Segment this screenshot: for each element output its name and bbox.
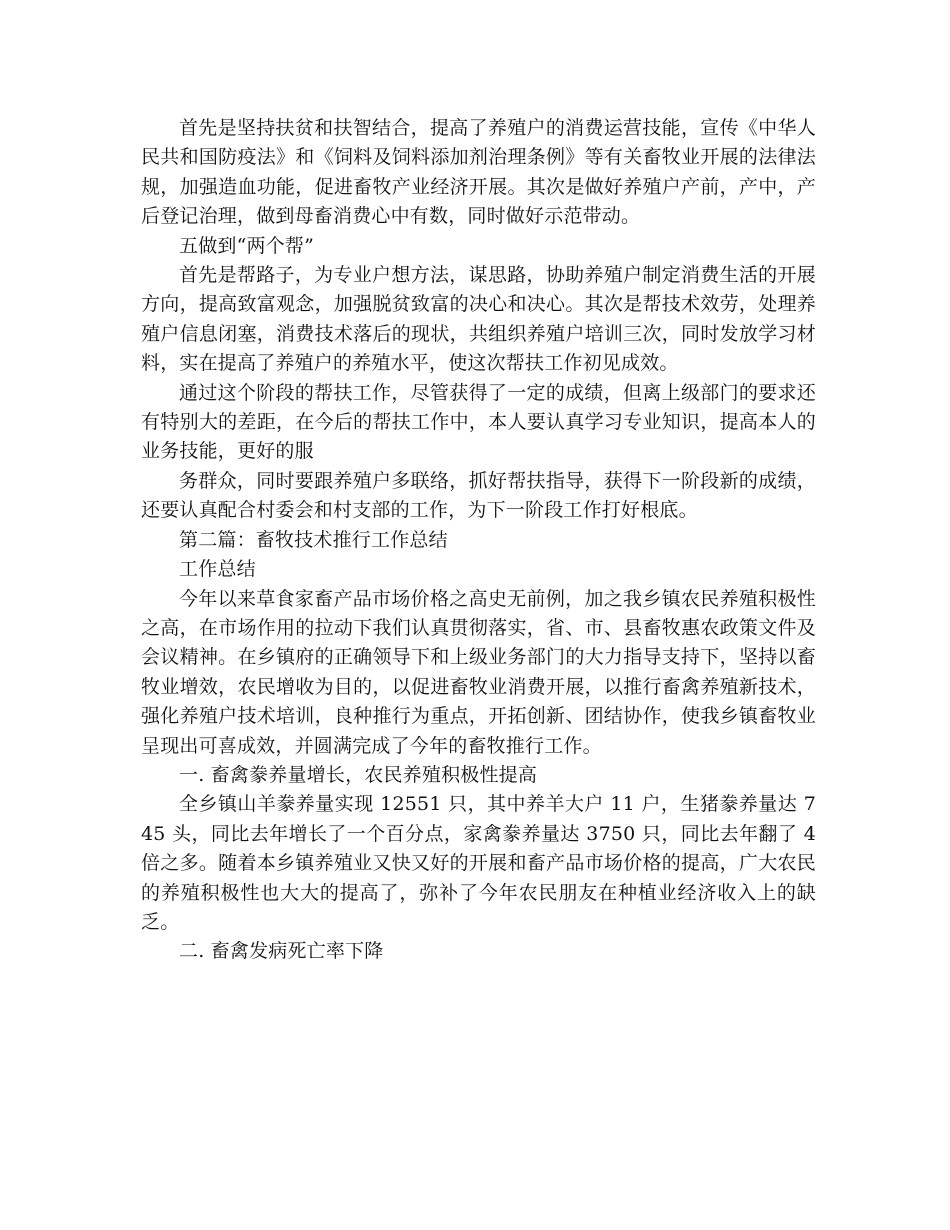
heading-two-helps: 五做到“两个帮” xyxy=(179,234,315,257)
paragraph-livestock-numbers: 全乡镇山羊豢养量实现 12551 只，其中养羊大户 11 户，生猪豢养量达 745 头，同比去年增长了一个百分点，家禽豢养量达 3750 只，同比去年翻了 4 倍之多。随着本乡镇养殖业又快又好的开展和畜产品市场价格的提高，广大农民的养殖积极性也大大的提高了，弥补了今年农民朋友在种植业经济收入上的缺乏。 xyxy=(141,793,816,933)
paragraph-help-methods: 首先是帮路子，为专业户想方法，谋思路，协助养殖户制定消费生活的开展方向，提高致富观念，加强脱贫致富的决心和决心。其次是帮技术效劳，处理养殖户信息闭塞，消费技术落后的现状，共组织养殖户培训三次，同时发放学习材料，实在提高了养殖户的养殖水平，使这次帮扶工作初见成效。 xyxy=(141,264,816,375)
paragraph-future-work: 通过这个阶段的帮扶工作，尽管获得了一定的成绩，但离上级部门的要求还有特别大的差距，在今后的帮扶工作中，本人要认真学习专业知识，提高本人的业务技能，更好的服 xyxy=(141,381,816,463)
heading-section-one: 一. 畜禽豢养量增长，农民养殖积极性提高 xyxy=(179,763,538,786)
document-body xyxy=(141,114,816,967)
heading-part-two: 第二篇：畜牧技术推行工作总结 xyxy=(179,528,448,551)
paragraph-serve-masses: 务群众，同时要跟养殖户多联络，抓好帮扶指导，获得下一阶段新的成绩，还要认真配合村委会和村支部的工作，为下一阶段工作打好根底。 xyxy=(141,469,816,522)
paragraph-summary-intro: 今年以来草食家畜产品市场价格之高史无前例，加之我乡镇农民养殖积极性之高，在市场作用的拉动下我们认真贯彻落实，省、市、县畜牧惠农政策文件及会议精神。在乡镇府的正确领导下和上级业务部门的大力指导支持下，坚持以畜牧业增效，农民增收为目的，以促进畜牧业消费开展，以推行畜禽养殖新技术，强化养殖户技术培训，良种推行为重点，开拓创新、团结协作，使我乡镇畜牧业呈现出可喜成效，并圆满完成了今年的畜牧推行工作。 xyxy=(141,587,816,757)
heading-work-summary: 工作总结 xyxy=(179,558,256,581)
paragraph-poverty-support: 首先是坚持扶贫和扶智结合，提高了养殖户的消费运营技能，宣传《中华人民共和国防疫法》和《饲料及饲料添加剂治理条例》等有关畜牧业开展的法律法规，加强造血功能，促进畜牧产业经济开展。其次是做好养殖户产前，产中，产后登记治理，做到母畜消费心中有数，同时做好示范带动。 xyxy=(141,117,816,228)
heading-section-two: 二. 畜禽发病死亡率下降 xyxy=(179,940,384,963)
